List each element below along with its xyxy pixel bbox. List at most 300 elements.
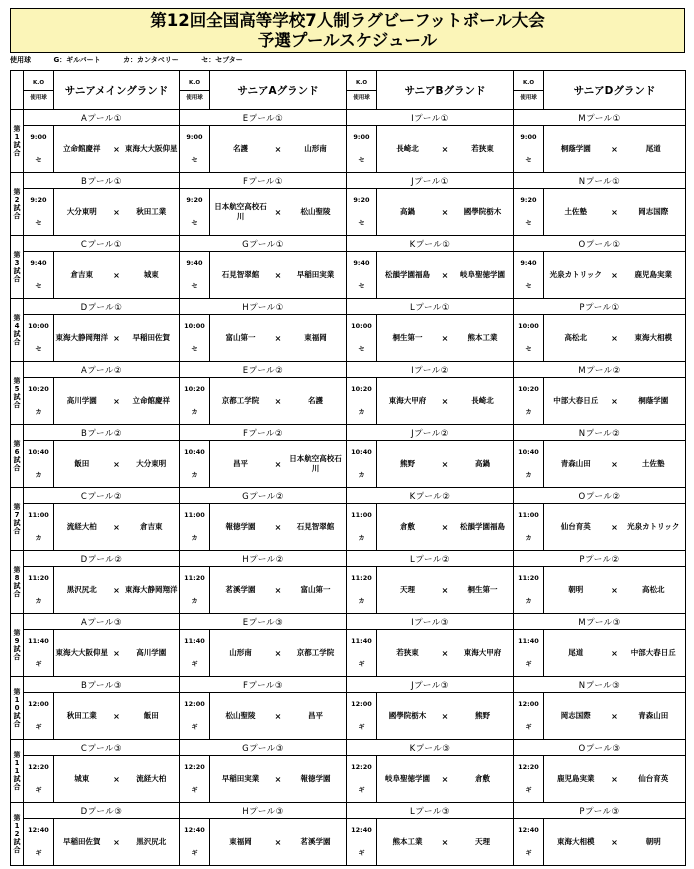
kickoff-cell xyxy=(180,819,210,866)
kickoff-cell xyxy=(180,630,210,677)
round-label xyxy=(11,236,24,299)
matchup xyxy=(210,202,346,222)
ko-label: K.O xyxy=(522,79,535,86)
away-team: 熊本工業 xyxy=(467,333,498,342)
ball-type: セ xyxy=(35,157,42,164)
ball-type: ギ xyxy=(191,787,198,794)
home-team: 富山第一 xyxy=(225,333,256,342)
matchup xyxy=(210,454,346,474)
kickoff-cell xyxy=(347,504,377,551)
match-row xyxy=(11,504,686,551)
header-row xyxy=(11,71,686,110)
round-label-char: 試 xyxy=(13,267,21,275)
home-team: 大分東明 xyxy=(66,207,97,216)
home-team: 長崎北 xyxy=(396,144,419,153)
round-label-char: 合 xyxy=(13,783,21,791)
kickoff-cell xyxy=(514,567,544,614)
match-cell xyxy=(54,630,180,677)
versus-mark: × xyxy=(274,648,282,658)
match-cell xyxy=(54,567,180,614)
home-team: 日本航空高校石川 xyxy=(214,202,267,221)
pool-label: Mプール② xyxy=(514,362,686,378)
home-team: 鹿児島実業 xyxy=(557,774,595,783)
away-team: 仙台育英 xyxy=(638,774,669,783)
home-team: 朝明 xyxy=(568,585,584,594)
home-team: 城東 xyxy=(74,774,90,783)
round-label-char: 試 xyxy=(13,456,21,464)
versus-mark: × xyxy=(113,837,120,847)
pool-row xyxy=(11,488,686,504)
round-label-char: 試 xyxy=(13,141,21,149)
pool-label: Jプール③ xyxy=(347,677,514,693)
home-team: 東海大甲府 xyxy=(388,396,427,405)
pool-label: Iプール③ xyxy=(347,614,514,630)
pool-label: Jプール② xyxy=(347,425,514,441)
round-label-char: 第 xyxy=(13,440,21,448)
round-label-char: 9 xyxy=(14,637,20,645)
kickoff-time: 11:40 xyxy=(351,637,372,645)
kickoff-cell xyxy=(180,441,210,488)
versus-mark: × xyxy=(611,585,618,595)
legend-gilbert: G：ギルバート xyxy=(53,56,101,64)
kickoff-cell xyxy=(180,567,210,614)
match-cell xyxy=(54,693,180,740)
kickoff-cell xyxy=(180,315,210,362)
kickoff-cell xyxy=(180,693,210,740)
ko-header xyxy=(180,71,210,110)
versus-mark: × xyxy=(113,585,120,595)
legend-ball: 使用球 xyxy=(10,56,31,64)
ball-type: ギ xyxy=(35,724,42,731)
ball-type: カ xyxy=(191,535,198,542)
home-team: 東海大静岡翔洋 xyxy=(55,333,108,342)
match-cell xyxy=(544,693,686,740)
title-line-1: 第12回全国高等学校7人制ラグビーフットボール大会 xyxy=(150,11,545,30)
kickoff-time: 12:20 xyxy=(28,763,49,771)
pool-label: Pプール② xyxy=(514,551,686,567)
round-label-char: 試 xyxy=(13,519,21,527)
matchup xyxy=(54,585,179,595)
versus-mark: × xyxy=(441,774,449,784)
ball-type: ギ xyxy=(525,724,532,731)
match-cell xyxy=(544,315,686,362)
match-cell xyxy=(544,756,686,803)
matchup xyxy=(544,711,685,721)
matchup xyxy=(210,144,346,154)
home-team: 報徳学園 xyxy=(225,522,256,531)
pool-label: Mプール③ xyxy=(514,614,686,630)
pool-label: Pプール③ xyxy=(514,803,686,819)
versus-mark: × xyxy=(274,396,282,406)
home-team: 岐阜聖徳学園 xyxy=(385,774,430,783)
divider xyxy=(347,90,376,91)
kickoff-time: 12:20 xyxy=(184,763,205,771)
round-label-char: 試 xyxy=(13,645,21,653)
round-label-char: 0 xyxy=(14,704,20,712)
ball-type: カ xyxy=(358,598,365,605)
round-label-char: 合 xyxy=(13,212,21,220)
home-team: 石見智翠館 xyxy=(221,270,260,279)
kickoff-cell xyxy=(24,315,54,362)
kickoff-cell xyxy=(24,756,54,803)
match-cell xyxy=(210,315,347,362)
pool-label: Bプール① xyxy=(24,173,180,189)
matchup xyxy=(210,396,346,406)
matchup xyxy=(210,711,346,721)
kickoff-time: 12:20 xyxy=(518,763,539,771)
versus-mark: × xyxy=(611,144,618,154)
away-team: 倉敷 xyxy=(475,774,490,783)
round-label-char: 試 xyxy=(13,712,21,720)
match-cell xyxy=(54,378,180,425)
match-cell xyxy=(377,378,514,425)
match-row xyxy=(11,189,686,236)
home-team: 松韻学園福島 xyxy=(385,270,430,279)
kickoff-cell xyxy=(347,567,377,614)
pool-label: Fプール② xyxy=(180,425,347,441)
away-team: 國學院栃木 xyxy=(463,207,502,216)
corner-cell xyxy=(11,71,24,110)
kickoff-time: 11:20 xyxy=(28,574,49,582)
ball-type: ギ xyxy=(525,661,532,668)
round-label-char: 1 xyxy=(14,767,20,775)
ko-header xyxy=(514,71,544,110)
ball-type: セ xyxy=(525,157,532,164)
kickoff-cell xyxy=(180,378,210,425)
match-cell xyxy=(210,756,347,803)
ball-type: ギ xyxy=(525,850,532,857)
kickoff-cell xyxy=(24,693,54,740)
pool-label: Cプール① xyxy=(24,236,180,252)
versus-mark: × xyxy=(611,522,618,532)
kickoff-cell xyxy=(24,504,54,551)
kickoff-time: 9:40 xyxy=(30,259,47,267)
kickoff-time: 9:00 xyxy=(353,133,370,141)
ball-type: カ xyxy=(525,598,532,605)
pool-label: Jプール① xyxy=(347,173,514,189)
ball-type: カ xyxy=(35,535,42,542)
kickoff-time: 11:00 xyxy=(351,511,372,519)
pool-label: Gプール① xyxy=(180,236,347,252)
kickoff-time: 11:20 xyxy=(518,574,539,582)
pool-label: Pプール① xyxy=(514,299,686,315)
versus-mark: × xyxy=(611,711,618,721)
away-team: 東福岡 xyxy=(304,333,327,342)
versus-mark: × xyxy=(274,333,282,343)
round-label-char: 合 xyxy=(13,590,21,598)
away-team: 光泉カトリック xyxy=(627,522,680,531)
away-team: 岐阜聖徳学園 xyxy=(460,270,505,279)
match-cell xyxy=(377,567,514,614)
home-team: 倉敷 xyxy=(400,522,415,531)
matchup xyxy=(54,207,179,217)
versus-mark: × xyxy=(113,207,120,217)
match-cell xyxy=(377,756,514,803)
kickoff-cell xyxy=(347,756,377,803)
kickoff-cell xyxy=(347,630,377,677)
match-cell xyxy=(544,630,686,677)
pool-label: Fプール③ xyxy=(180,677,347,693)
match-row xyxy=(11,819,686,866)
round-label-char: 合 xyxy=(13,275,21,283)
match-cell xyxy=(54,252,180,299)
ball-type: カ xyxy=(35,598,42,605)
away-team: 土佐塾 xyxy=(642,459,665,468)
match-cell xyxy=(377,819,514,866)
away-team: 秋田工業 xyxy=(136,207,167,216)
kickoff-time: 9:20 xyxy=(353,196,370,204)
away-team: 高川学園 xyxy=(136,648,167,657)
round-label-char: 合 xyxy=(13,527,21,535)
round-label-char: 第 xyxy=(13,377,21,385)
kickoff-time: 10:20 xyxy=(184,385,205,393)
versus-mark: × xyxy=(274,459,282,469)
kickoff-time: 9:00 xyxy=(30,133,47,141)
ball-type: ギ xyxy=(525,787,532,794)
match-cell xyxy=(377,693,514,740)
away-team: 名護 xyxy=(308,396,323,405)
ball-type: ギ xyxy=(358,661,365,668)
away-team: 黒沢尻北 xyxy=(136,837,167,846)
pool-label: Fプール① xyxy=(180,173,347,189)
round-label-char: 8 xyxy=(14,574,20,582)
match-cell xyxy=(544,126,686,173)
kickoff-time: 10:40 xyxy=(28,448,49,456)
match-cell xyxy=(544,189,686,236)
versus-mark: × xyxy=(441,522,449,532)
pool-row xyxy=(11,173,686,189)
kickoff-time: 12:40 xyxy=(28,826,49,834)
kickoff-time: 11:40 xyxy=(28,637,49,645)
pool-label: Dプール② xyxy=(24,551,180,567)
home-team: 若狭東 xyxy=(396,648,419,657)
round-label-char: 試 xyxy=(13,204,21,212)
ball-label: 使用球 xyxy=(353,94,370,101)
ground-name: サニアBグランド xyxy=(377,71,514,110)
round-label-char: 合 xyxy=(13,338,21,346)
versus-mark: × xyxy=(274,585,282,595)
round-label-char: 3 xyxy=(14,259,20,267)
ball-type: セ xyxy=(358,220,365,227)
kickoff-time: 12:40 xyxy=(351,826,372,834)
ball-type: セ xyxy=(35,283,42,290)
round-label-char: 試 xyxy=(13,330,21,338)
matchup xyxy=(210,585,346,595)
divider xyxy=(180,90,209,91)
round-label-char: 試 xyxy=(13,393,21,401)
away-team: 大分東明 xyxy=(136,459,167,468)
versus-mark: × xyxy=(441,585,449,595)
ball-type: ギ xyxy=(35,850,42,857)
kickoff-cell xyxy=(180,189,210,236)
kickoff-time: 11:40 xyxy=(518,637,539,645)
kickoff-time: 11:20 xyxy=(184,574,205,582)
away-team: 茗溪学園 xyxy=(300,837,331,846)
versus-mark: × xyxy=(274,144,282,154)
ball-type: セ xyxy=(191,220,198,227)
round-label-char: 合 xyxy=(13,653,21,661)
ball-type: ギ xyxy=(191,850,198,857)
away-team: 尾道 xyxy=(645,144,661,153)
home-team: 光泉カトリック xyxy=(549,270,602,279)
kickoff-cell xyxy=(347,189,377,236)
ball-type: カ xyxy=(191,598,198,605)
match-cell xyxy=(544,504,686,551)
versus-mark: × xyxy=(274,837,282,847)
home-team: 飯田 xyxy=(74,459,90,468)
versus-mark: × xyxy=(113,333,120,343)
match-cell xyxy=(544,252,686,299)
match-cell xyxy=(377,252,514,299)
versus-mark: × xyxy=(611,396,618,406)
kickoff-time: 10:40 xyxy=(351,448,372,456)
away-team: 松韻学園福島 xyxy=(460,522,505,531)
kickoff-cell xyxy=(347,378,377,425)
round-label-char: 第 xyxy=(13,688,21,696)
pool-label: Aプール② xyxy=(24,362,180,378)
kickoff-cell xyxy=(514,126,544,173)
pool-label: Oプール② xyxy=(514,488,686,504)
home-team: 仙台育英 xyxy=(560,522,591,531)
round-label-char: 第 xyxy=(13,814,21,822)
kickoff-cell xyxy=(180,504,210,551)
versus-mark: × xyxy=(441,333,449,343)
kickoff-time: 10:00 xyxy=(351,322,372,330)
away-team: 中部大春日丘 xyxy=(630,648,676,657)
pool-label: Iプール② xyxy=(347,362,514,378)
kickoff-time: 9:40 xyxy=(353,259,370,267)
matchup xyxy=(54,711,179,721)
versus-mark: × xyxy=(611,207,618,217)
away-team: 天理 xyxy=(475,837,490,846)
home-team: 岡志国際 xyxy=(560,711,591,720)
versus-mark: × xyxy=(611,270,618,280)
round-label-char: 合 xyxy=(13,464,21,472)
kickoff-cell xyxy=(347,441,377,488)
kickoff-cell xyxy=(514,630,544,677)
round-label-char: 2 xyxy=(14,830,20,838)
kickoff-cell xyxy=(24,567,54,614)
kickoff-cell xyxy=(514,315,544,362)
away-team: 京都工学院 xyxy=(296,648,335,657)
pool-row xyxy=(11,677,686,693)
matchup xyxy=(210,837,346,847)
pool-label: Bプール② xyxy=(24,425,180,441)
matchup xyxy=(54,459,179,469)
ball-label: 使用球 xyxy=(520,94,537,101)
round-label-char: 合 xyxy=(13,720,21,728)
away-team: 城東 xyxy=(143,270,159,279)
kickoff-cell xyxy=(514,693,544,740)
versus-mark: × xyxy=(611,333,618,343)
pool-label: Nプール③ xyxy=(514,677,686,693)
pool-row xyxy=(11,236,686,252)
home-team: 黒沢尻北 xyxy=(66,585,97,594)
matchup xyxy=(544,144,685,154)
pool-label: Eプール② xyxy=(180,362,347,378)
matchup xyxy=(377,522,513,532)
round-label-char: 第 xyxy=(13,629,21,637)
round-label-char: 1 xyxy=(14,822,20,830)
pool-label: Mプール① xyxy=(514,110,686,126)
versus-mark: × xyxy=(113,270,120,280)
ball-type: カ xyxy=(191,409,198,416)
pool-label: Gプール③ xyxy=(180,740,347,756)
versus-mark: × xyxy=(113,774,120,784)
kickoff-cell xyxy=(24,189,54,236)
pool-label: Oプール① xyxy=(514,236,686,252)
matchup xyxy=(544,459,685,469)
ball-type: カ xyxy=(525,472,532,479)
pool-row xyxy=(11,299,686,315)
round-label xyxy=(11,173,24,236)
ball-type: セ xyxy=(35,346,42,353)
versus-mark: × xyxy=(274,774,282,784)
away-team: 若狭東 xyxy=(471,144,494,153)
home-team: 天理 xyxy=(400,585,415,594)
pool-label: Lプール② xyxy=(347,551,514,567)
ball-type: セ xyxy=(191,157,198,164)
legend-canterbury: カ：カンタベリー xyxy=(123,56,179,64)
match-cell xyxy=(54,819,180,866)
matchup xyxy=(54,333,179,343)
kickoff-time: 10:20 xyxy=(351,385,372,393)
ko-label: K.O xyxy=(355,79,368,86)
ball-type: カ xyxy=(35,409,42,416)
match-cell xyxy=(544,819,686,866)
home-team: 立命館慶祥 xyxy=(63,144,101,153)
ball-type: カ xyxy=(191,472,198,479)
kickoff-time: 11:20 xyxy=(351,574,372,582)
matchup xyxy=(544,585,685,595)
match-cell xyxy=(210,504,347,551)
home-team: 國學院栃木 xyxy=(388,711,427,720)
away-team: 岡志国際 xyxy=(638,207,669,216)
versus-mark: × xyxy=(274,711,282,721)
round-label xyxy=(11,551,24,614)
home-team: 早稲田佐賀 xyxy=(63,837,101,846)
matchup xyxy=(210,774,346,784)
ball-type: カ xyxy=(525,535,532,542)
kickoff-cell xyxy=(514,819,544,866)
ball-type: ギ xyxy=(191,661,198,668)
versus-mark: × xyxy=(274,522,282,532)
ko-label: K.O xyxy=(188,79,201,86)
pool-label: Hプール③ xyxy=(180,803,347,819)
ground-name: サニアメイングランド xyxy=(54,71,180,110)
kickoff-cell xyxy=(347,126,377,173)
matchup xyxy=(544,648,685,658)
pool-label: Nプール① xyxy=(514,173,686,189)
home-team: 東海大大阪仰星 xyxy=(55,648,108,657)
pool-row xyxy=(11,551,686,567)
kickoff-time: 10:00 xyxy=(28,322,49,330)
away-team: 倉吉東 xyxy=(140,522,163,531)
versus-mark: × xyxy=(441,270,449,280)
match-cell xyxy=(377,315,514,362)
away-team: 昌平 xyxy=(308,711,323,720)
round-label-char: 第 xyxy=(13,751,21,759)
home-team: 倉吉東 xyxy=(70,270,93,279)
kickoff-time: 9:00 xyxy=(520,133,537,141)
pool-label: Lプール③ xyxy=(347,803,514,819)
pool-label: Cプール② xyxy=(24,488,180,504)
page-title xyxy=(10,8,685,53)
round-label xyxy=(11,299,24,362)
versus-mark: × xyxy=(611,648,618,658)
matchup xyxy=(377,396,513,406)
pool-label: Oプール③ xyxy=(514,740,686,756)
